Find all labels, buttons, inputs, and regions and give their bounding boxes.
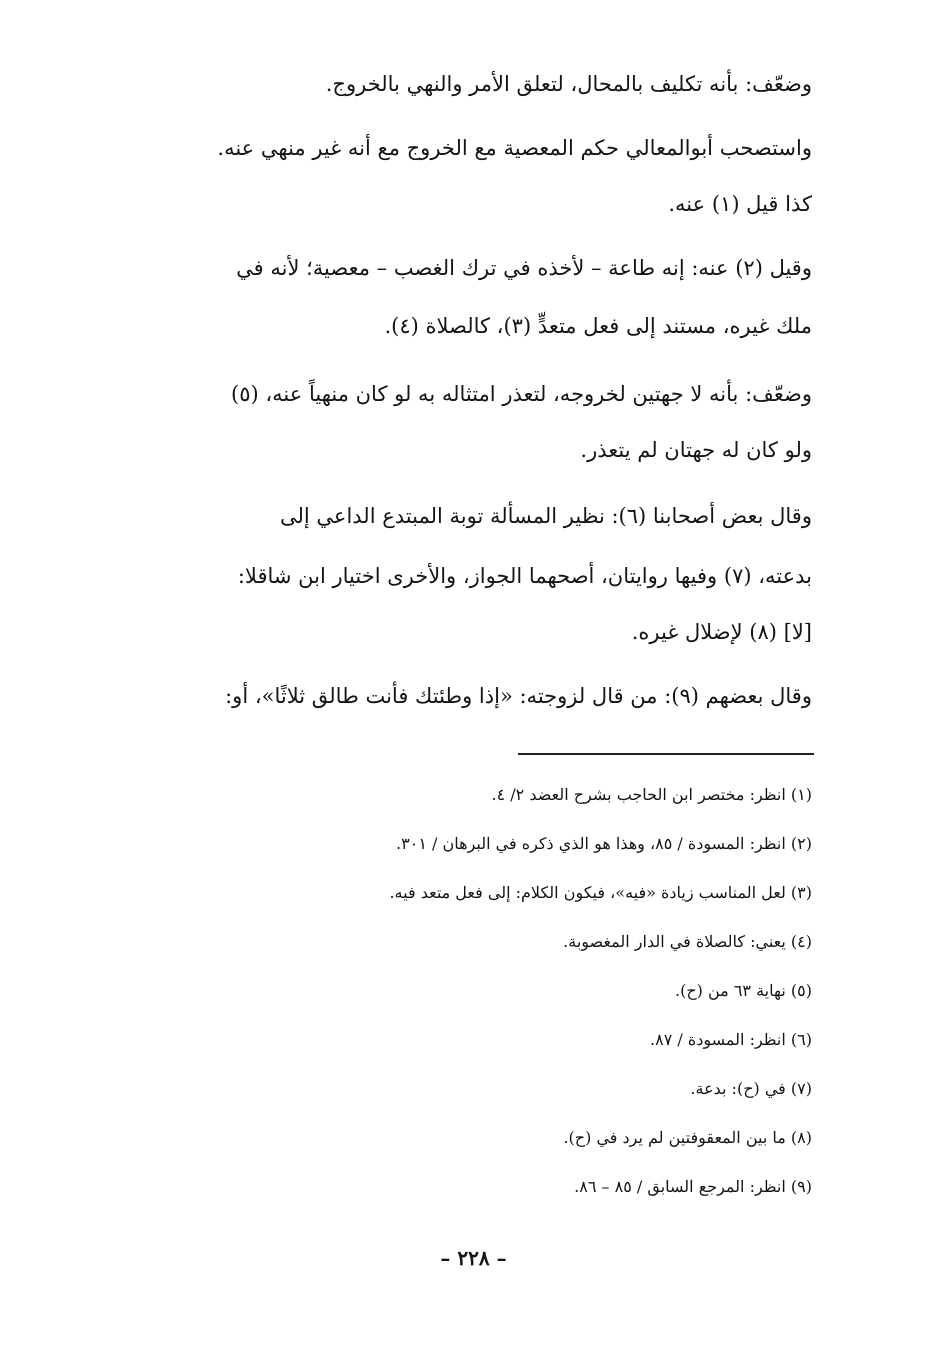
footnote-4: (٤) يعني: كالصلاة في الدار المغصوبة. bbox=[563, 932, 812, 951]
body-line-9: بدعته، (٧) وفيها روايتان، أصحهما الجواز، والأخرى اختيار ابن شاقلا: bbox=[237, 564, 812, 588]
footnote-2: (٢) انظر: المسودة / ٨٥، وهذا هو الذي ذكره في البرهان / ٣٠١. bbox=[396, 834, 812, 853]
body-line-2: واستصحب أبوالمعالي حكم المعصية مع الخروج مع أنه غير منهي عنه. bbox=[217, 136, 812, 160]
footnote-8: (٨) ما بين المعقوفتين لم يرد في (ح). bbox=[563, 1128, 812, 1147]
footnote-9: (٩) انظر: المرجع السابق / ٨٥ – ٨٦. bbox=[574, 1177, 812, 1196]
footnote-1: (١) انظر: مختصر ابن الحاجب بشرح العضد ٢/ ٤. bbox=[491, 785, 812, 804]
footnote-5: (٥) نهاية ٦٣ من (ح). bbox=[674, 981, 812, 1000]
body-line-8: وقال بعض أصحابنا (٦): نظير المسألة توبة المبتدع الداعي إلى bbox=[280, 504, 812, 528]
body-line-7: ولو كان له جهتان لم يتعذر. bbox=[580, 438, 812, 462]
body-line-3: كذا قيل (١) عنه. bbox=[668, 192, 812, 216]
footnote-6: (٦) انظر: المسودة / ٨٧. bbox=[650, 1030, 812, 1049]
body-line-6: وضعّف: بأنه لا جهتين لخروجه، لتعذر امتثاله به لو كان منهياً عنه، (٥) bbox=[231, 382, 812, 406]
page-number: – ٢٢٨ – bbox=[440, 1246, 507, 1270]
footnote-3: (٣) لعل المناسب زيادة «فيه»، فيكون الكلام: إلى فعل متعد فيه. bbox=[389, 883, 812, 902]
body-line-1: وضعّف: بأنه تكليف بالمحال، لتعلق الأمر والنهي بالخروج. bbox=[325, 72, 812, 96]
body-line-11: وقال بعضهم (٩): من قال لزوجته: «إذا وطئتك فأنت طالق ثلاثًا»، أو: bbox=[225, 684, 812, 708]
footnote-7: (٧) في (ح): بدعة. bbox=[690, 1079, 812, 1098]
body-line-10: [لا] (٨) لإضلال غيره. bbox=[631, 620, 812, 644]
footnote-separator bbox=[518, 753, 814, 755]
body-line-4: وقيل (٢) عنه: إنه طاعة – لأخذه في ترك الغصب – معصية؛ لأنه في bbox=[236, 256, 812, 280]
body-line-5: ملك غيره، مستند إلى فعل متعدٍّ (٣)، كالصلاة (٤). bbox=[384, 314, 812, 338]
